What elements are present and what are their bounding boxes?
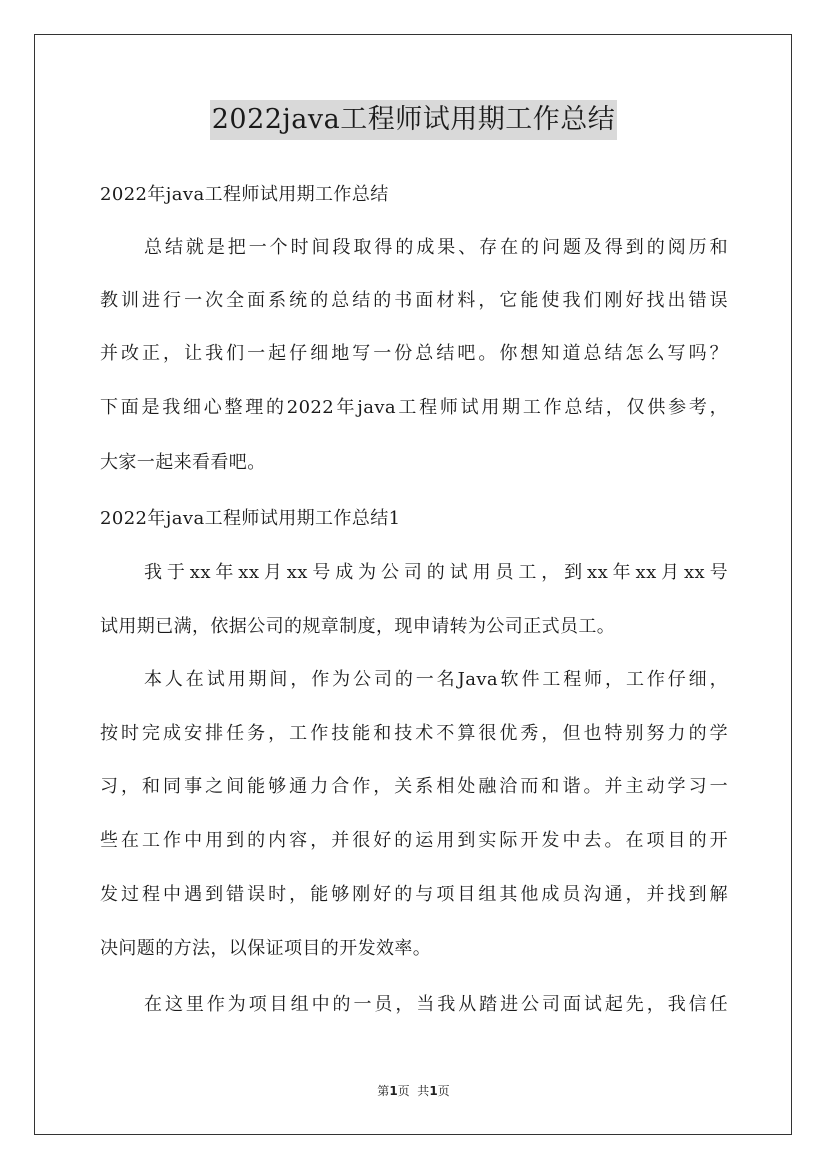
footer-suffix: 页: [437, 1084, 450, 1098]
section-heading: 2022年java工程师试用期工作总结: [100, 184, 389, 205]
total-page-number: 1: [429, 1084, 438, 1098]
paragraph-line: 本人在试用期间，作为公司的一名Java软件工程师，工作仔细，: [144, 669, 728, 690]
title-container: [0, 100, 827, 140]
page-footer: [0, 1083, 827, 1099]
paragraph-line: 并改正，让我们一起仔细地写一份总结吧。你想知道总结怎么写吗？: [100, 343, 728, 364]
section-heading: 2022年java工程师试用期工作总结1: [100, 508, 401, 529]
paragraph-line: 我于xx年xx月xx号成为公司的试用员工，到xx年xx月xx号: [144, 562, 728, 583]
footer-prefix: 第: [377, 1084, 390, 1098]
paragraph-line: 些在工作中用到的内容，并很好的运用到实际开发中去。在项目的开: [100, 830, 728, 851]
current-page-number: 1: [389, 1084, 398, 1098]
paragraph-line: 习，和同事之间能够通力合作，关系相处融洽而和谐。并主动学习一: [100, 776, 728, 797]
paragraph-line: 总结就是把一个时间段取得的成果、存在的问题及得到的阅历和: [144, 237, 728, 258]
paragraph-line: 决问题的方法，以保证项目的开发效率。: [100, 938, 432, 959]
document-title: 2022java工程师试用期工作总结: [210, 100, 618, 140]
footer-mid: 页 共: [397, 1084, 430, 1098]
paragraph-line: 按时完成安排任务，工作技能和技术不算很优秀，但也特别努力的学: [100, 723, 728, 744]
paragraph-line: 大家一起来看看吧。: [100, 452, 266, 473]
paragraph-line: 发过程中遇到错误时，能够刚好的与项目组其他成员沟通，并找到解: [100, 884, 728, 905]
paragraph-line: 下面是我细心整理的2022年java工程师试用期工作总结，仅供参考，: [100, 397, 728, 418]
paragraph-line: 教训进行一次全面系统的总结的书面材料，它能使我们刚好找出错误: [100, 290, 728, 311]
paragraph-line: 在这里作为项目组中的一员，当我从踏进公司面试起先，我信任: [144, 994, 728, 1015]
paragraph-line: 试用期已满，依据公司的规章制度，现申请转为公司正式员工。: [100, 616, 616, 637]
